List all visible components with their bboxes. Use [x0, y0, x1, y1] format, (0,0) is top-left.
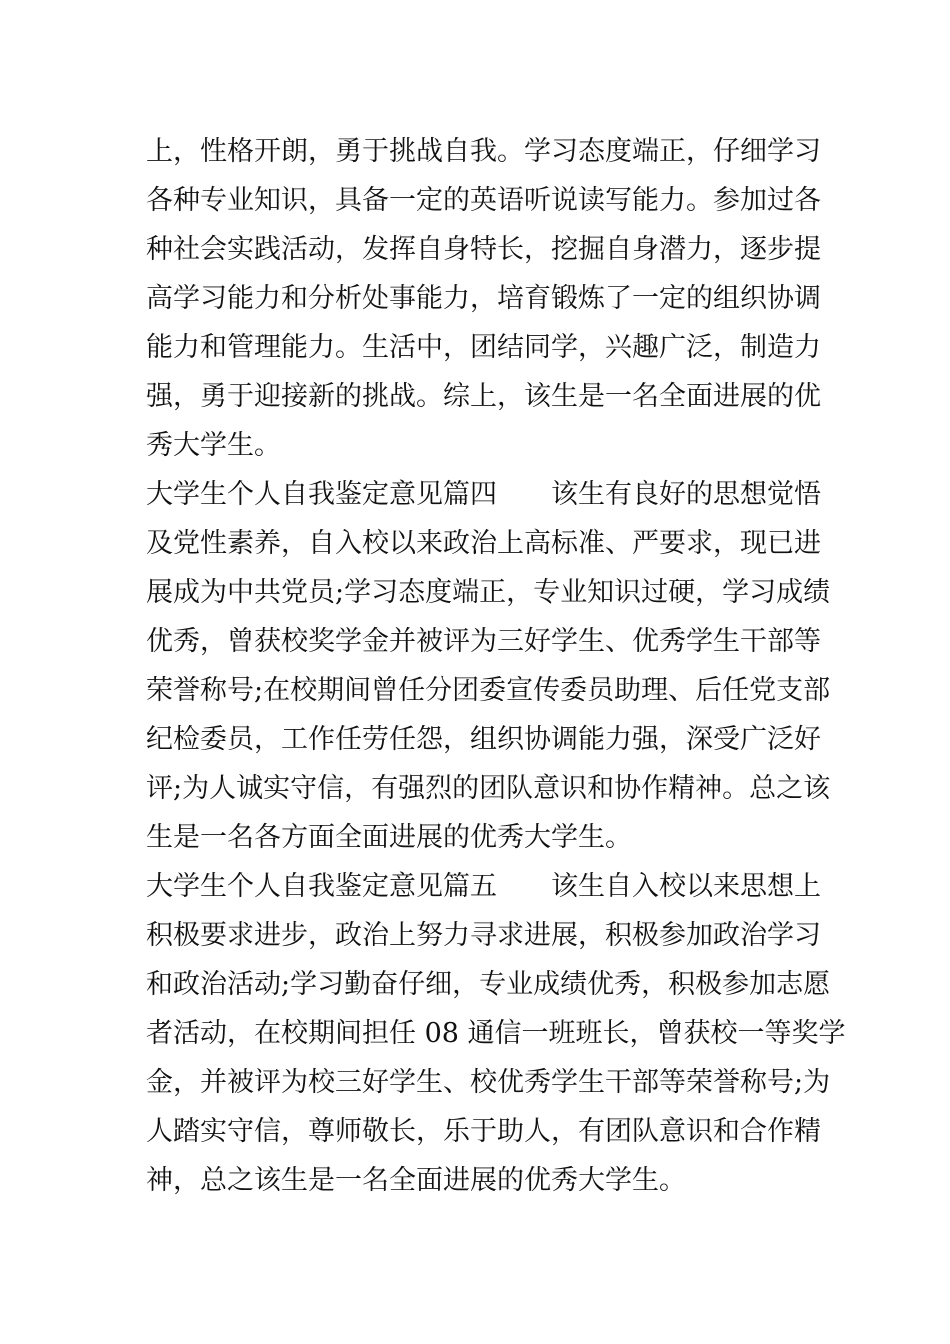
text-line: 荣誉称号;在校期间曾任分团委宣传委员助理、后任党支部 — [146, 675, 831, 706]
text-line: 生是一名各方面全面进展的优秀大学生。 — [146, 822, 632, 853]
text-line: 神，总之该生是一名全面进展的优秀大学生。 — [146, 1165, 686, 1196]
section-heading-line: 大学生个人自我鉴定意见篇四 该生有良好的思想觉悟 — [146, 479, 821, 510]
text-line: 展成为中共党员;学习态度端正，专业知识过硬，学习成绩 — [146, 577, 831, 608]
text-line: 评;为人诚实守信，有强烈的团队意识和协作精神。总之该 — [146, 773, 831, 804]
text-line: 及党性素养，自入校以来政治上高标准、严要求，现已进 — [146, 528, 821, 559]
text-line: 种社会实践活动，发挥自身特长，挖掘自身潜力，逐步提 — [146, 234, 821, 265]
text-line: 各种专业知识，具备一定的英语听说读写能力。参加过各 — [146, 185, 821, 216]
text-line: 人踏实守信，尊师敬长，乐于助人，有团队意识和合作精 — [146, 1116, 821, 1147]
text-line: 和政治活动;学习勤奋仔细，专业成绩优秀，积极参加志愿 — [146, 969, 831, 1000]
text-line: 秀大学生。 — [146, 430, 281, 461]
section-heading-line: 大学生个人自我鉴定意见篇五 该生自入校以来思想上 — [146, 871, 821, 902]
text-line: 积极要求进步，政治上努力寻求进展，积极参加政治学习 — [146, 920, 821, 951]
text-line: 优秀，曾获校奖学金并被评为三好学生、优秀学生干部等 — [146, 626, 821, 657]
text-line: 者活动，在校期间担任 08 通信一班班长，曾获校一等奖学 — [146, 1018, 846, 1049]
text-line: 上，性格开朗，勇于挑战自我。学习态度端正，仔细学习 — [146, 136, 821, 167]
document-body — [146, 127, 846, 1205]
text-line: 金，并被评为校三好学生、校优秀学生干部等荣誉称号;为 — [146, 1067, 831, 1098]
text-line: 能力和管理能力。生活中，团结同学，兴趣广泛，制造力 — [146, 332, 821, 363]
text-line: 纪检委员，工作任劳任怨，组织协调能力强，深受广泛好 — [146, 724, 821, 755]
text-line: 强，勇于迎接新的挑战。综上，该生是一名全面进展的优 — [146, 381, 821, 412]
text-line: 高学习能力和分析处事能力，培育锻炼了一定的组织协调 — [146, 283, 821, 314]
